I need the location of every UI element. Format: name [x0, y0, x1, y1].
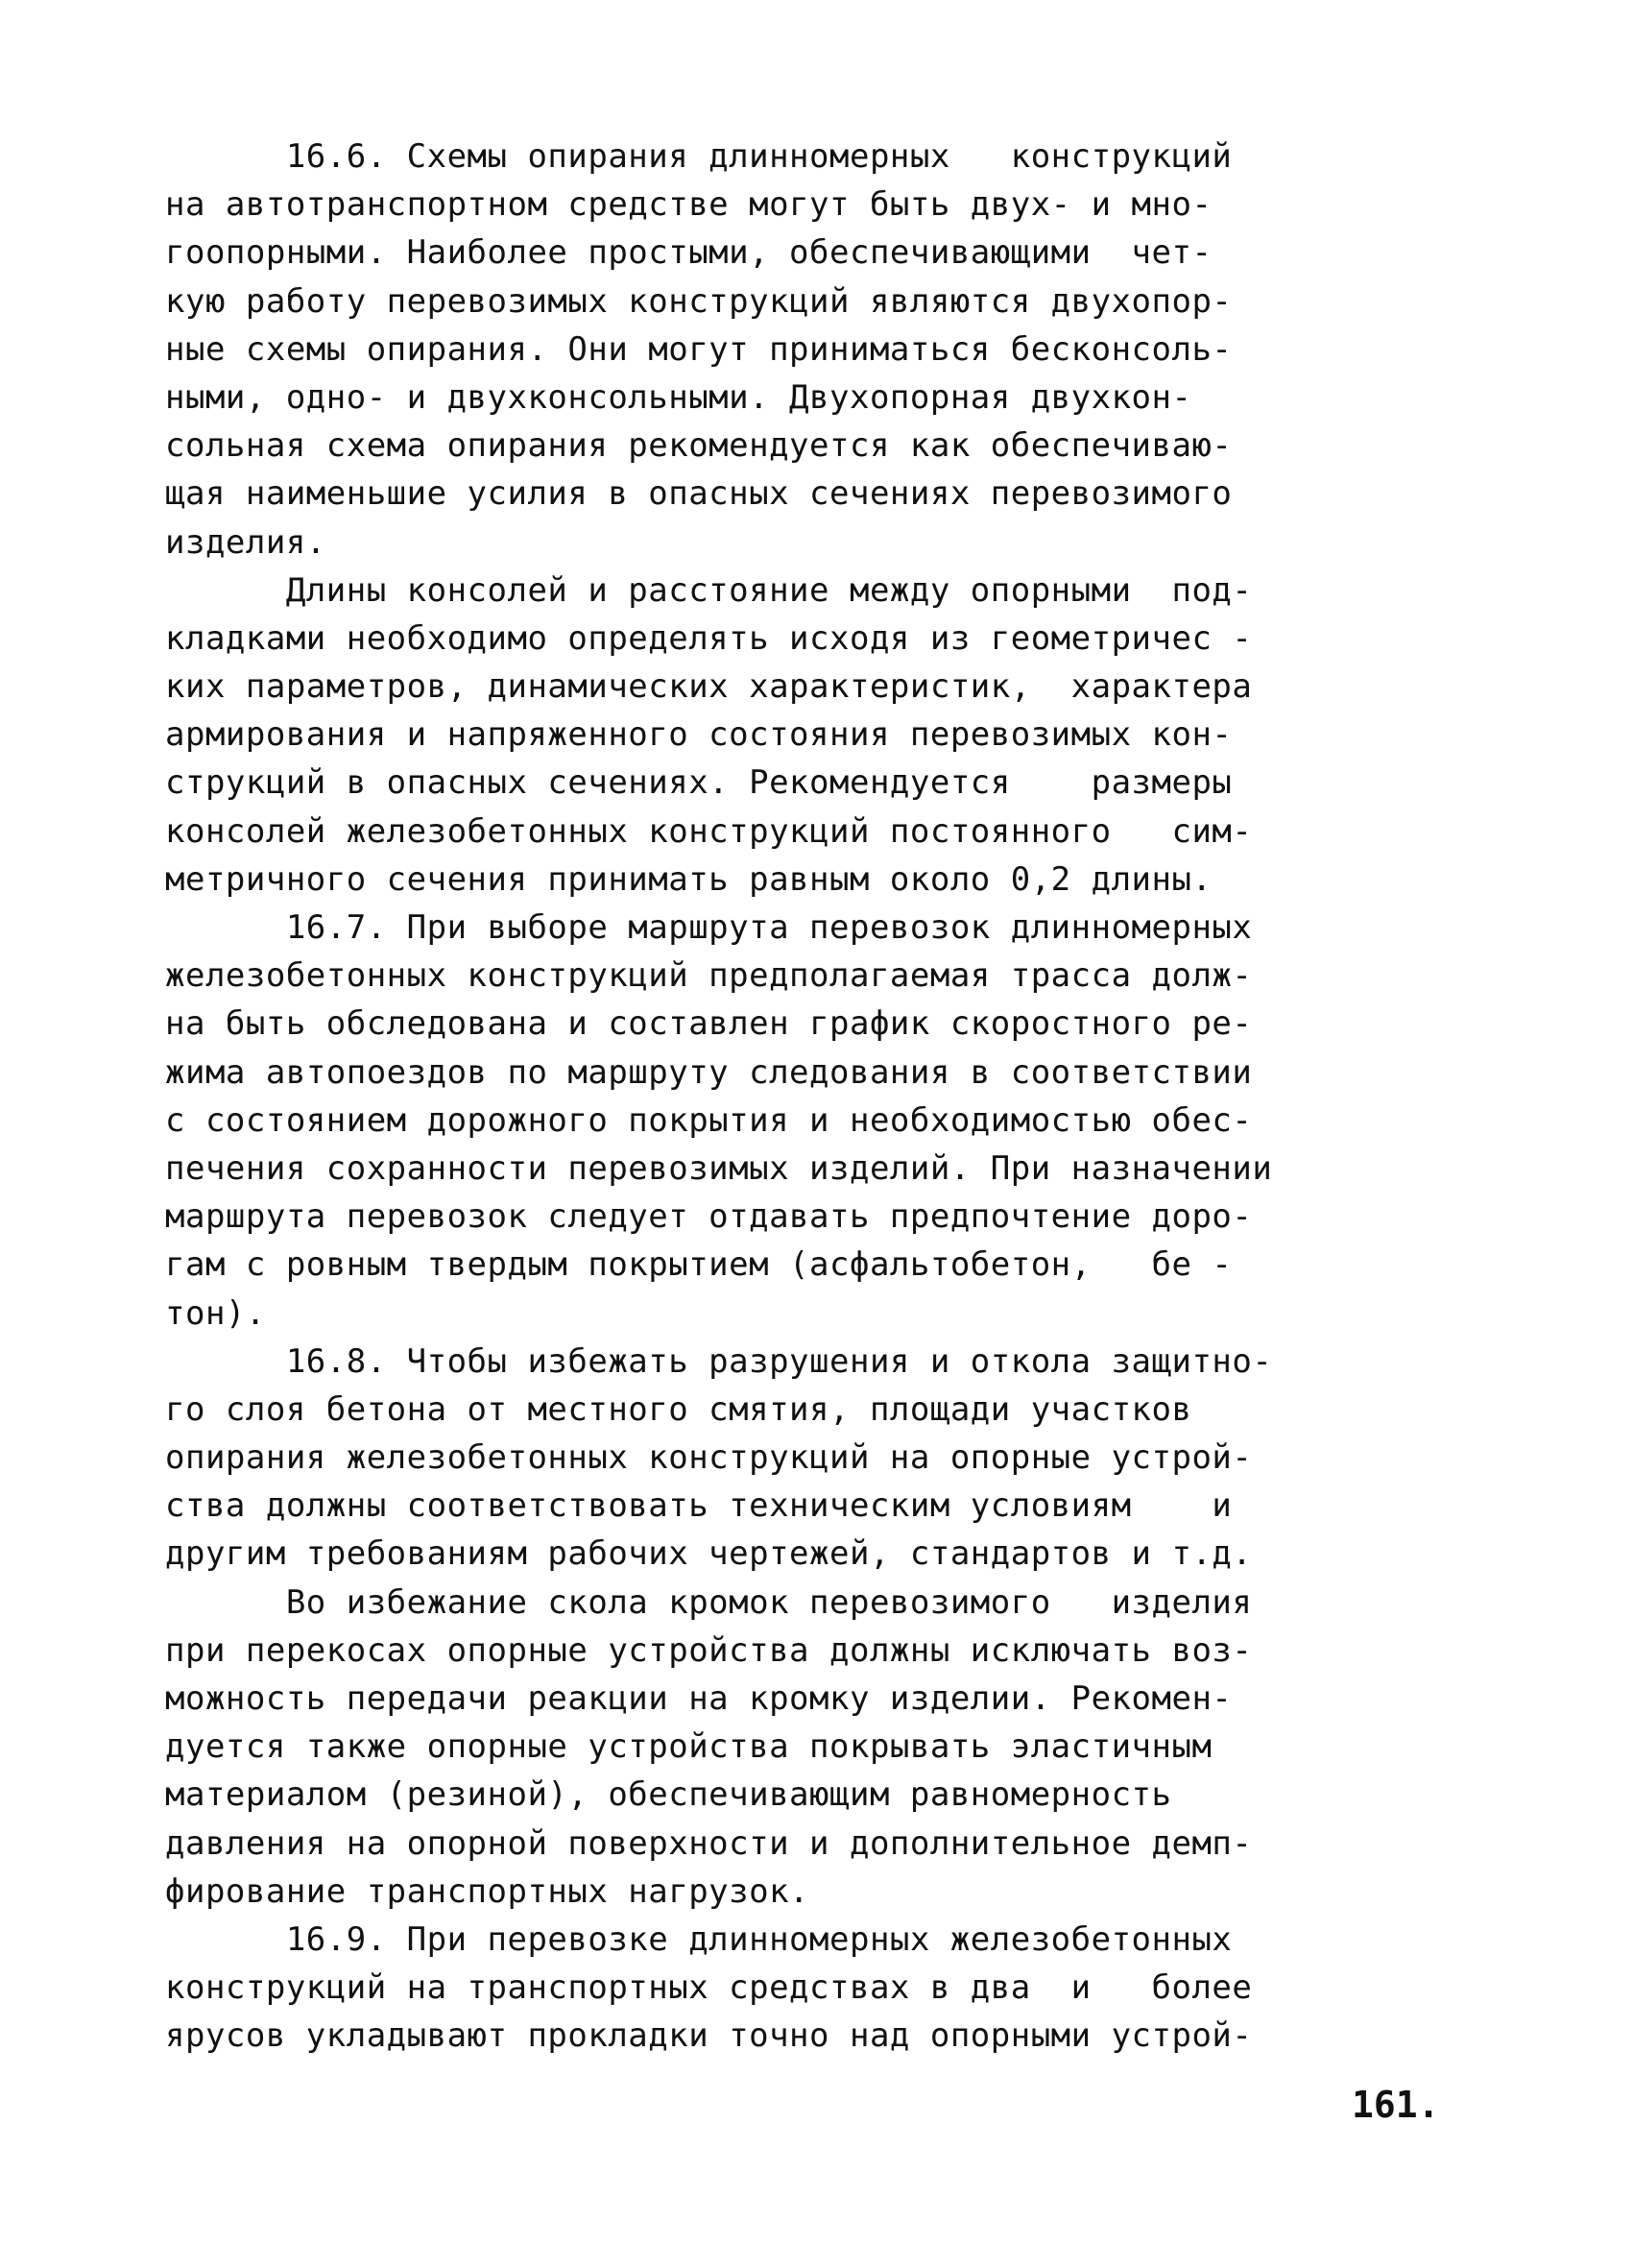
- text-line: ные схемы опирания. Они могут приниматься бесконсоль-: [165, 329, 1233, 369]
- text-line: на быть обследована и составлен график скоростного ре-: [165, 1004, 1253, 1044]
- text-line: ких параметров, динамических характеристик, характера: [165, 667, 1253, 707]
- text-line: струкций в опасных сечениях. Рекомендуется размеры: [165, 763, 1233, 803]
- text-line: 16.9. При перевозке длинномерных железобетонных: [165, 1919, 1233, 1959]
- text-line: тон).: [165, 1293, 266, 1333]
- text-line: конструкций на транспортных средствах в два и более: [165, 1968, 1253, 2008]
- text-line: кую работу перевозимых конструкций являются двухопор-: [165, 281, 1233, 321]
- text-line: метричного сечения принимать равным около 0,2 длины.: [165, 859, 1213, 899]
- text-line: печения сохранности перевозимых изделий. При назначении: [165, 1148, 1273, 1188]
- text-line: го слоя бетона от местного смятия, площади участков: [165, 1389, 1192, 1429]
- text-line: можность передачи реакции на кромку изделии. Рекомен-: [165, 1679, 1233, 1718]
- text-line: 16.6. Схемы опирания длинномерных конструкций: [165, 137, 1233, 176]
- text-line: армирования и напряженного состояния перевозимых кон-: [165, 715, 1233, 755]
- text-line: кладками необходимо определять исходя из геометричес -: [165, 618, 1253, 658]
- text-line: материалом (резиной), обеспечивающим равномерность: [165, 1775, 1172, 1815]
- text-line: при перекосах опорные устройства должны исключать воз-: [165, 1630, 1253, 1670]
- text-line: фирование транспортных нагрузок.: [165, 1871, 810, 1911]
- body-text: [165, 133, 1480, 2061]
- text-line: изделия.: [165, 522, 326, 562]
- text-line: гам с ровным твердым покрытием (асфальтобетон, бе -: [165, 1245, 1233, 1285]
- text-line: давления на опорной поверхности и дополнительное демп-: [165, 1823, 1253, 1863]
- text-line: ными, одно- и двухконсольными. Двухопорная двухкон-: [165, 377, 1192, 417]
- text-line: консолей железобетонных конструкций постоянного сим-: [165, 811, 1253, 851]
- text-line: другим требованиям рабочих чертежей, стандартов и т.д.: [165, 1534, 1253, 1574]
- page-number: 161.: [1352, 2084, 1440, 2126]
- text-line: Длины консолей и расстояние между опорными под-: [165, 570, 1253, 610]
- text-line: сольная схема опирания рекомендуется как обеспечиваю-: [165, 426, 1233, 466]
- text-line: гоопорными. Наиболее простыми, обеспечивающими чет-: [165, 233, 1213, 273]
- text-line: Во избежание скола кромок перевозимого изделия: [165, 1582, 1253, 1622]
- text-line: железобетонных конструкций предполагаемая трасса долж-: [165, 956, 1253, 996]
- text-line: с состоянием дорожного покрытия и необходимостью обес-: [165, 1100, 1253, 1140]
- text-line: 16.7. При выборе маршрута перевозок длинномерных: [165, 908, 1253, 947]
- text-line: жима автопоездов по маршруту следования в соответствии: [165, 1052, 1253, 1092]
- text-line: щая наименьшие усилия в опасных сечениях перевозимого: [165, 474, 1233, 514]
- text-line: ства должны соответствовать техническим условиям и: [165, 1486, 1233, 1526]
- text-line: ярусов укладывают прокладки точно над опорными устрой-: [165, 2016, 1253, 2056]
- text-line: на автотранспортном средстве могут быть двух- и мно-: [165, 185, 1213, 225]
- text-line: 16.8. Чтобы избежать разрушения и откола защитно-: [165, 1341, 1273, 1381]
- text-line: дуется также опорные устройства покрывать эластичным: [165, 1727, 1213, 1767]
- text-line: опирания железобетонных конструкций на опорные устрой-: [165, 1438, 1253, 1478]
- text-line: маршрута перевозок следует отдавать предпочтение доро-: [165, 1197, 1253, 1237]
